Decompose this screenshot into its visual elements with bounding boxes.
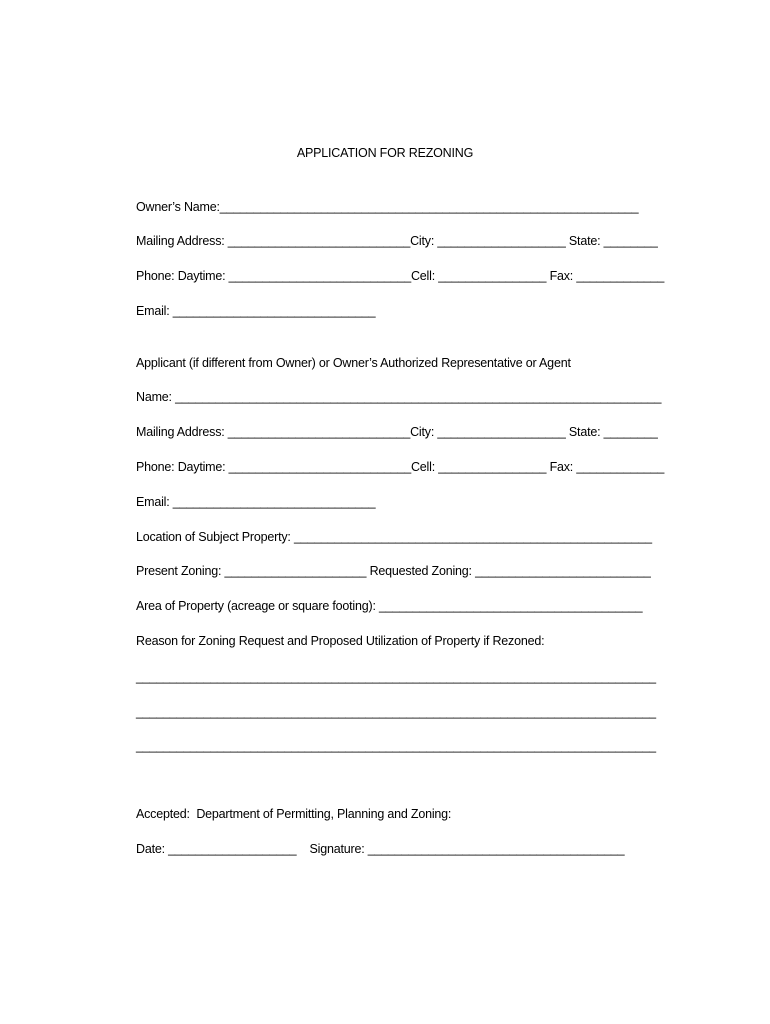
applicant-name-field[interactable]: Name: ________________________________________________________________________ (136, 390, 662, 404)
applicant-mailing-address-field[interactable]: Mailing Address: ___________________________City: ___________________ State: ________ (136, 425, 658, 439)
applicant-section-heading: Applicant (if different from Owner) or Owner’s Authorized Representative or Agent (136, 356, 571, 370)
applicant-email-field[interactable]: Email: ______________________________ (136, 495, 376, 509)
reason-line-2[interactable]: _____________________________________________________________________________ (136, 705, 656, 719)
reason-heading: Reason for Zoning Request and Proposed Utilization of Property if Rezoned: (136, 634, 545, 648)
owner-mailing-address-field[interactable]: Mailing Address: ___________________________City: ___________________ State: ________ (136, 234, 658, 248)
owner-email-field[interactable]: Email: ______________________________ (136, 304, 376, 318)
acceptance-heading: Accepted: Department of Permitting, Planning and Zoning: (136, 807, 452, 821)
owner-name-field[interactable]: Owner’s Name:______________________________________________________________ (136, 200, 639, 214)
owner-phone-field[interactable]: Phone: Daytime: ___________________________Cell: ________________ Fax: _____________ (136, 269, 665, 283)
property-area-field[interactable]: Area of Property (acreage or square footing): _______________________________________ (136, 599, 643, 613)
zoning-field[interactable]: Present Zoning: _____________________ Requested Zoning: __________________________ (136, 564, 651, 578)
reason-line-3[interactable]: _____________________________________________________________________________ (136, 739, 656, 753)
applicant-phone-field[interactable]: Phone: Daytime: ___________________________Cell: ________________ Fax: _____________ (136, 460, 665, 474)
reason-line-1[interactable]: _____________________________________________________________________________ (136, 670, 656, 684)
form-title: APPLICATION FOR REZONING (296, 146, 474, 160)
property-location-field[interactable]: Location of Subject Property: _____________________________________________________ (136, 530, 652, 544)
date-signature-field[interactable]: Date: ___________________ Signature: ______________________________________ (136, 842, 625, 856)
